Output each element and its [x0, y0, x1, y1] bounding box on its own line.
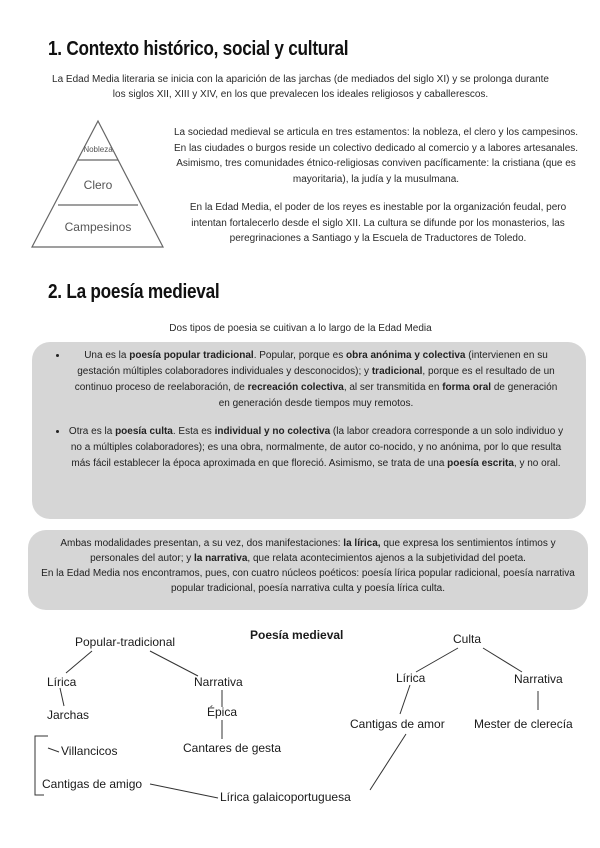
node-epica: Épica [207, 705, 238, 719]
section-1-intro: La Edad Media literaria se inicia con la aparición de las jarchas (de mediados del siglo XI) y se prolonga durante los siglos XII, XIII y XIV, en los que prevalecen los ideales religiosos y caballerescos. [52, 74, 549, 100]
node-villancicos: Villancicos [61, 744, 118, 758]
pyramid-clero: Clero [83, 178, 113, 192]
node-culta: Culta [453, 632, 482, 646]
society-paragraph: La sociedad medieval se articula en tres estamentos: la nobleza, el clero y los campesinos. En las ciudades o burgos reside un colectivo dedicado al comercio y a labores artesanales. Asimismo, tres comunidades étnico-religiosas conviven pacíficamente: la cristiana (que es mayoritaria), la judía y la musulmana. [173, 127, 579, 185]
bullet-popular: • Una es la poesía popular tradicional. Popular, porque es obra anónima y colectiva (intervienen en su gestación múltiples colaboradores individuales y desconocidos); y tradicional, porque es el resultado de un continuo proceso de reelaboración, de recreación colectiva, al ser transmitida en forma oral de generación en generación desde tiempos muy remotos. [68, 348, 564, 412]
manifestations-text: Ambas modalidades presentan, a su vez, dos manifestaciones: la lírica, que expresa los sentimientos íntimos y personales del autor; y la narrativa, que relata acontecimientos ajenos a la subjetividad del poeta. En la Edad Media nos encontramos, pues, con cuatro núcleos poéticos: poesía lírica popular radicional, poesía narrativa popular tradicional, poesía narrativa culta y poesía lírica culta. [41, 538, 575, 594]
bullet-culta: • Otra es la poesía culta. Esta es individual y no colectiva (la labor creadora corresponde a un solo individuo y no a múltiples colaboradores); es una obra, normalmente, de autor co-nocido, y no anónima, por lo que resulta más fácil establecer la época aproximada en que floreció. Asimismo, se trata de una poesía escrita, y no oral. [68, 424, 564, 472]
node-lirica-culta: Lírica [396, 671, 426, 685]
pyramid-campesinos: Campesinos [64, 220, 132, 234]
node-cantares-de-gesta: Cantares de gesta [183, 741, 282, 755]
node-mester-de-clerecia: Mester de clerecía [474, 717, 573, 731]
node-narrativa-culta: Narrativa [514, 672, 563, 686]
section-2-title: 2. La poesía medieval [48, 281, 220, 303]
node-cantigas-de-amor: Cantigas de amor [350, 717, 445, 731]
section-1-title: 1. Contexto histórico, social y cultural [48, 38, 349, 60]
section-2-intro: Dos tipos de poesia se cuitivan a lo largo de la Edad Media [169, 323, 432, 334]
node-narrativa-popular: Narrativa [194, 675, 243, 689]
node-lirica-popular: Lírica [47, 675, 77, 689]
node-popular-tradicional: Popular-tradicional [75, 635, 176, 649]
power-paragraph: En la Edad Media, el poder de los reyes es inestable por la organización feudal, pero intentan fortalecerlo desde el siglo XII. La cultura se difunde por los monasterios, las peregrinaciones a Santiago y la Escuela de Traductores de Toledo. [189, 202, 567, 244]
pyramid-nobleza: Nobleza [83, 145, 113, 154]
node-cantigas-de-amigo: Cantigas de amigo [42, 777, 143, 791]
node-jarchas: Jarchas [47, 708, 90, 722]
diagram-title: Poesía medieval [250, 628, 344, 642]
node-lirica-galaicoportuguesa: Lírica galaicoportuguesa [220, 790, 351, 804]
